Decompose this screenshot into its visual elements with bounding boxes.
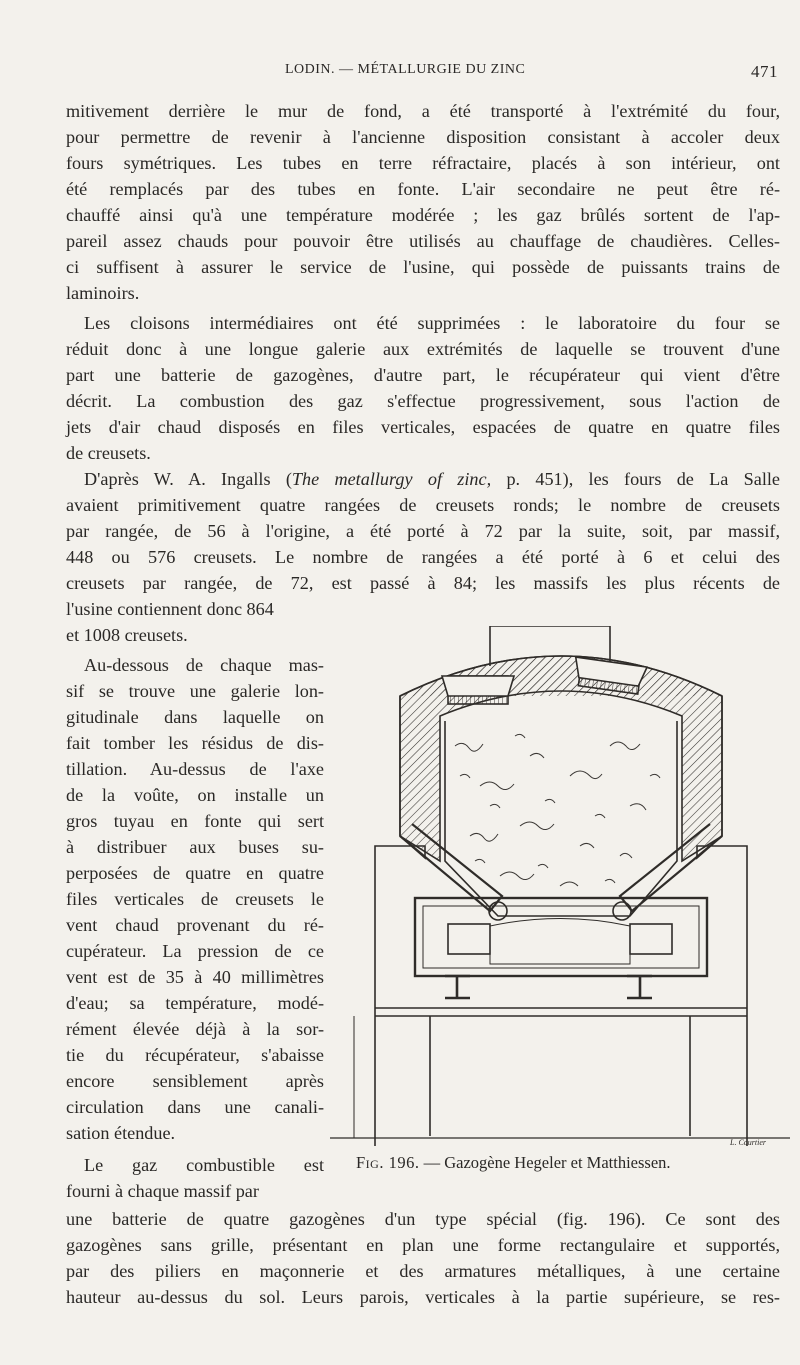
text-line: laminoirs. — [66, 283, 140, 303]
figure-caption-text: — Gazogène Hegeler et Matthiessen. — [419, 1153, 671, 1172]
text-line: réduit donc à une longue galerie aux extrémités de laquelle se trouvent d'une — [66, 339, 780, 359]
text-line — [84, 466, 780, 492]
text-line: gitudinale dans laquelle on — [66, 707, 324, 727]
text-line: fourni à chaque massif par — [66, 1181, 259, 1201]
page-number: 471 — [751, 62, 778, 81]
text-line: Les cloisons intermédiaires ont été supprimées : le laboratoire du four se — [84, 313, 780, 333]
text-line: décrit. La combustion des gaz s'effectue progressivement, sous l'action de — [66, 391, 780, 411]
text-line: rément élevée déjà à la sor- — [66, 1019, 324, 1039]
text-line: par des piliers en maçonnerie et des armatures métalliques, à une certaine — [66, 1261, 780, 1281]
text-line: cupérateur. La pression de ce — [66, 941, 324, 961]
text-line: sif se trouve une galerie lon- — [66, 681, 324, 701]
text-line: par rangée, de 56 à l'origine, a été porté à 72 par la suite, soit, par massif, — [66, 521, 780, 541]
text-line: chauffé ainsi qu'à une température modérée ; les gaz brûlés sortent de l'ap- — [66, 205, 780, 225]
text-line: pour permettre de revenir à l'ancienne disposition consistant à accoler deux — [66, 127, 780, 147]
running-title: LODIN. — MÉTALLURGIE DU ZINC — [285, 62, 526, 77]
text-line: tillation. Au-dessus de l'axe — [66, 759, 324, 779]
citation-post: p. 451), les fours de La Salle — [491, 469, 780, 489]
text-line: jets d'air chaud disposés en files verticales, espacées de quatre en quatre files — [66, 417, 780, 437]
text-line: gros tuyau en fonte qui sert — [66, 811, 324, 831]
figure-gas-producer — [330, 626, 790, 1146]
figure-signature: L. Courtier — [730, 1138, 767, 1146]
text-line: encore sensiblement après — [66, 1071, 324, 1091]
figure-caption — [356, 1153, 786, 1173]
text-line: avaient primitivement quatre rangées de creusets ronds; le nombre de creusets — [66, 495, 780, 515]
citation-pre: D'après W. A. Ingalls ( — [84, 469, 292, 489]
text-line: vent chaud provenant du ré- — [66, 915, 324, 935]
text-line: files verticales de creusets le — [66, 889, 324, 909]
text-line: une batterie de quatre gazogènes d'un type spécial (fig. 196). Ce sont des — [66, 1209, 780, 1229]
text-line: part une batterie de gazogènes, d'autre part, le récupérateur qui vient d'être — [66, 365, 780, 385]
text-line: de creusets. — [66, 443, 151, 463]
text-line: été remplacés par des tubes en fonte. L'air secondaire ne peut être ré- — [66, 179, 780, 199]
text-line: tie du récupérateur, s'abaisse — [66, 1045, 324, 1065]
text-line: Au-dessous de chaque mas- — [84, 655, 324, 675]
text-line: mitivement derrière le mur de fond, a été transporté à l'extrémité du four, — [66, 101, 780, 121]
text-line: gazogènes sans grille, présentant en plan une forme rectangulaire et supportés, — [66, 1235, 780, 1255]
text-line: ci suffisent à assurer le service de l'usine, qui possède de puissants trains de — [66, 257, 780, 277]
citation-title: The metallurgy of zinc, — [291, 469, 492, 489]
text-line: hauteur au-dessus du sol. Leurs parois, verticales à la partie supérieure, se res- — [66, 1287, 780, 1307]
text-line: pareil assez chauds pour pouvoir être utilisés au chauffage de chaudières. Celles- — [66, 231, 780, 251]
text-line: Le gaz combustible est — [84, 1155, 324, 1175]
text-line: vent est de 35 à 40 millimètres — [66, 967, 324, 987]
text-line: perposées de quatre en quatre — [66, 863, 324, 883]
text-line: 448 ou 576 creusets. Le nombre de rangées a été porté à 6 et celui des — [66, 547, 780, 567]
text-line: d'eau; sa température, modé- — [66, 993, 324, 1013]
text-line: l'usine contiennent donc 864 — [66, 599, 274, 619]
text-line: fours symétriques. Les tubes en terre réfractaire, placés à son intérieur, ont — [66, 153, 780, 173]
text-line: et 1008 creusets. — [66, 625, 188, 645]
text-line: creusets par rangée, de 72, est passé à 84; les massifs les plus récents de — [66, 573, 780, 593]
gas-producer-drawing — [330, 626, 790, 1146]
running-header — [0, 60, 800, 84]
text-line: de la voûte, on installe un — [66, 785, 324, 805]
figure-label: Fig. 196. — [356, 1153, 420, 1172]
text-line: à distribuer aux buses su- — [66, 837, 324, 857]
text-line: circulation dans une canali- — [66, 1097, 324, 1117]
text-line: fait tomber les résidus de dis- — [66, 733, 324, 753]
text-line: sation étendue. — [66, 1123, 176, 1143]
